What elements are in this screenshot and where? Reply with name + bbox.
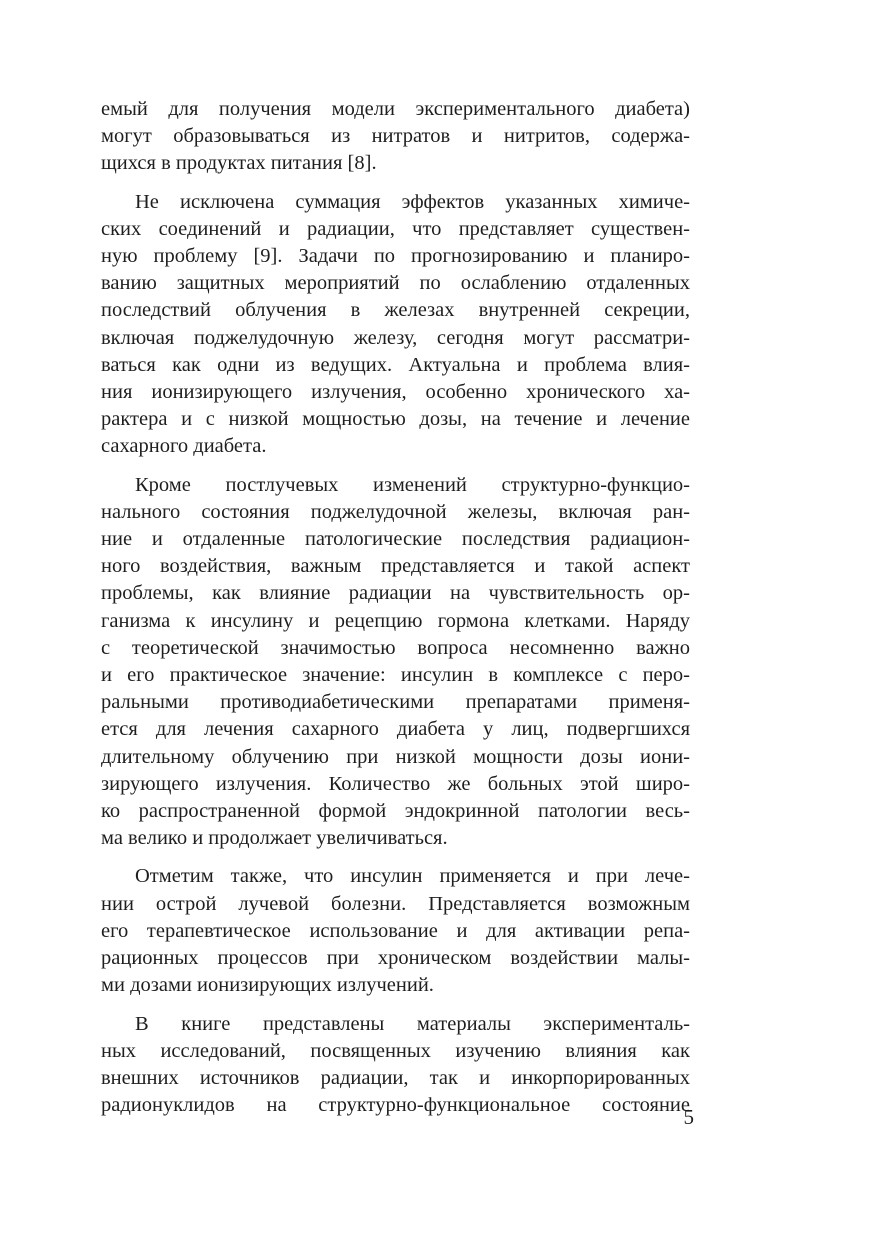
text-line: ма велико и продолжает увеличиваться.: [101, 827, 448, 850]
paragraph-1: [101, 96, 690, 178]
text-line: и его практическое значение: инсулин в комплексе с перо-: [101, 664, 690, 687]
text-line: радионуклидов на структурно-функциональное состояние: [101, 1094, 690, 1117]
text-line: рактера и с низкой мощностью дозы, на течение и лечение: [101, 408, 690, 431]
page-body: [101, 96, 690, 1130]
paragraph-3: [101, 472, 690, 853]
text-line: ного воздействия, важным представляется и такой аспект: [101, 555, 690, 578]
text-line: могут образовываться из нитратов и нитритов, содержа-: [101, 125, 690, 148]
text-line: рационных процессов при хроническом воздействии малы-: [101, 947, 690, 970]
text-line: проблемы, как влияние радиации на чувствительность ор-: [101, 582, 690, 605]
text-line: ко распространенной формой эндокринной патологии весь-: [101, 800, 690, 823]
text-line: ральными противодиабетическими препаратами применя-: [101, 691, 690, 714]
text-line: ние и отдаленные патологические последствия радиацион-: [101, 528, 690, 551]
text-line: длительному облучению при низкой мощности дозы иони-: [101, 745, 690, 768]
text-line: зирующего излучения. Количество же больных этой широ-: [101, 772, 690, 795]
text-line: ванию защитных мероприятий по ослаблению отдаленных: [101, 272, 690, 295]
text-line: нального состояния поджелудочной железы, включая ран-: [101, 500, 690, 523]
text-line: ми дозами ионизирующих излучений.: [101, 974, 434, 997]
text-line: В книге представлены материалы эксперименталь-: [135, 1012, 690, 1035]
text-line: с теоретической значимостью вопроса несомненно важно: [101, 636, 690, 659]
text-line: его терапевтическое использование и для активации репа-: [101, 919, 690, 942]
paragraph-2: [101, 189, 690, 461]
text-line: внешних источников радиации, так и инкорпорированных: [101, 1066, 690, 1089]
page-number: 5: [683, 1105, 694, 1129]
text-line: ваться как одни из ведущих. Актуальна и проблема влия-: [101, 353, 690, 376]
text-line: Кроме постлучевых изменений структурно-функцио-: [135, 473, 690, 496]
text-line: включая поджелудочную железу, сегодня могут рассматри-: [101, 326, 690, 349]
text-line: ется для лечения сахарного диабета у лиц, подвергшихся: [101, 718, 690, 741]
text-line: ганизма к инсулину и рецепцию гормона клетками. Наряду: [101, 609, 690, 632]
text-line: ских соединений и радиации, что представляет существен-: [101, 217, 690, 240]
text-line: Не исключена суммация эффектов указанных химиче-: [135, 190, 690, 213]
text-line: емый для получения модели экспериментального диабета): [101, 98, 690, 120]
text-line: щихся в продуктах питания [8].: [101, 152, 377, 175]
paragraph-5: [101, 1011, 690, 1120]
paragraph-4: [101, 863, 690, 999]
text-line: ную проблему [9]. Задачи по прогнозированию и планиро-: [101, 245, 690, 268]
text-line: сахарного диабета.: [101, 435, 267, 458]
text-line: ных исследований, посвященных изучению влияния как: [101, 1039, 690, 1062]
text-line: Отметим также, что инсулин применяется и при лече-: [135, 865, 690, 888]
text-line: нии острой лучевой болезни. Представляется возможным: [101, 892, 690, 915]
text-line: ния ионизирующего излучения, особенно хронического ха-: [101, 381, 690, 404]
text-line: последствий облучения в железах внутренней секреции,: [101, 299, 690, 322]
